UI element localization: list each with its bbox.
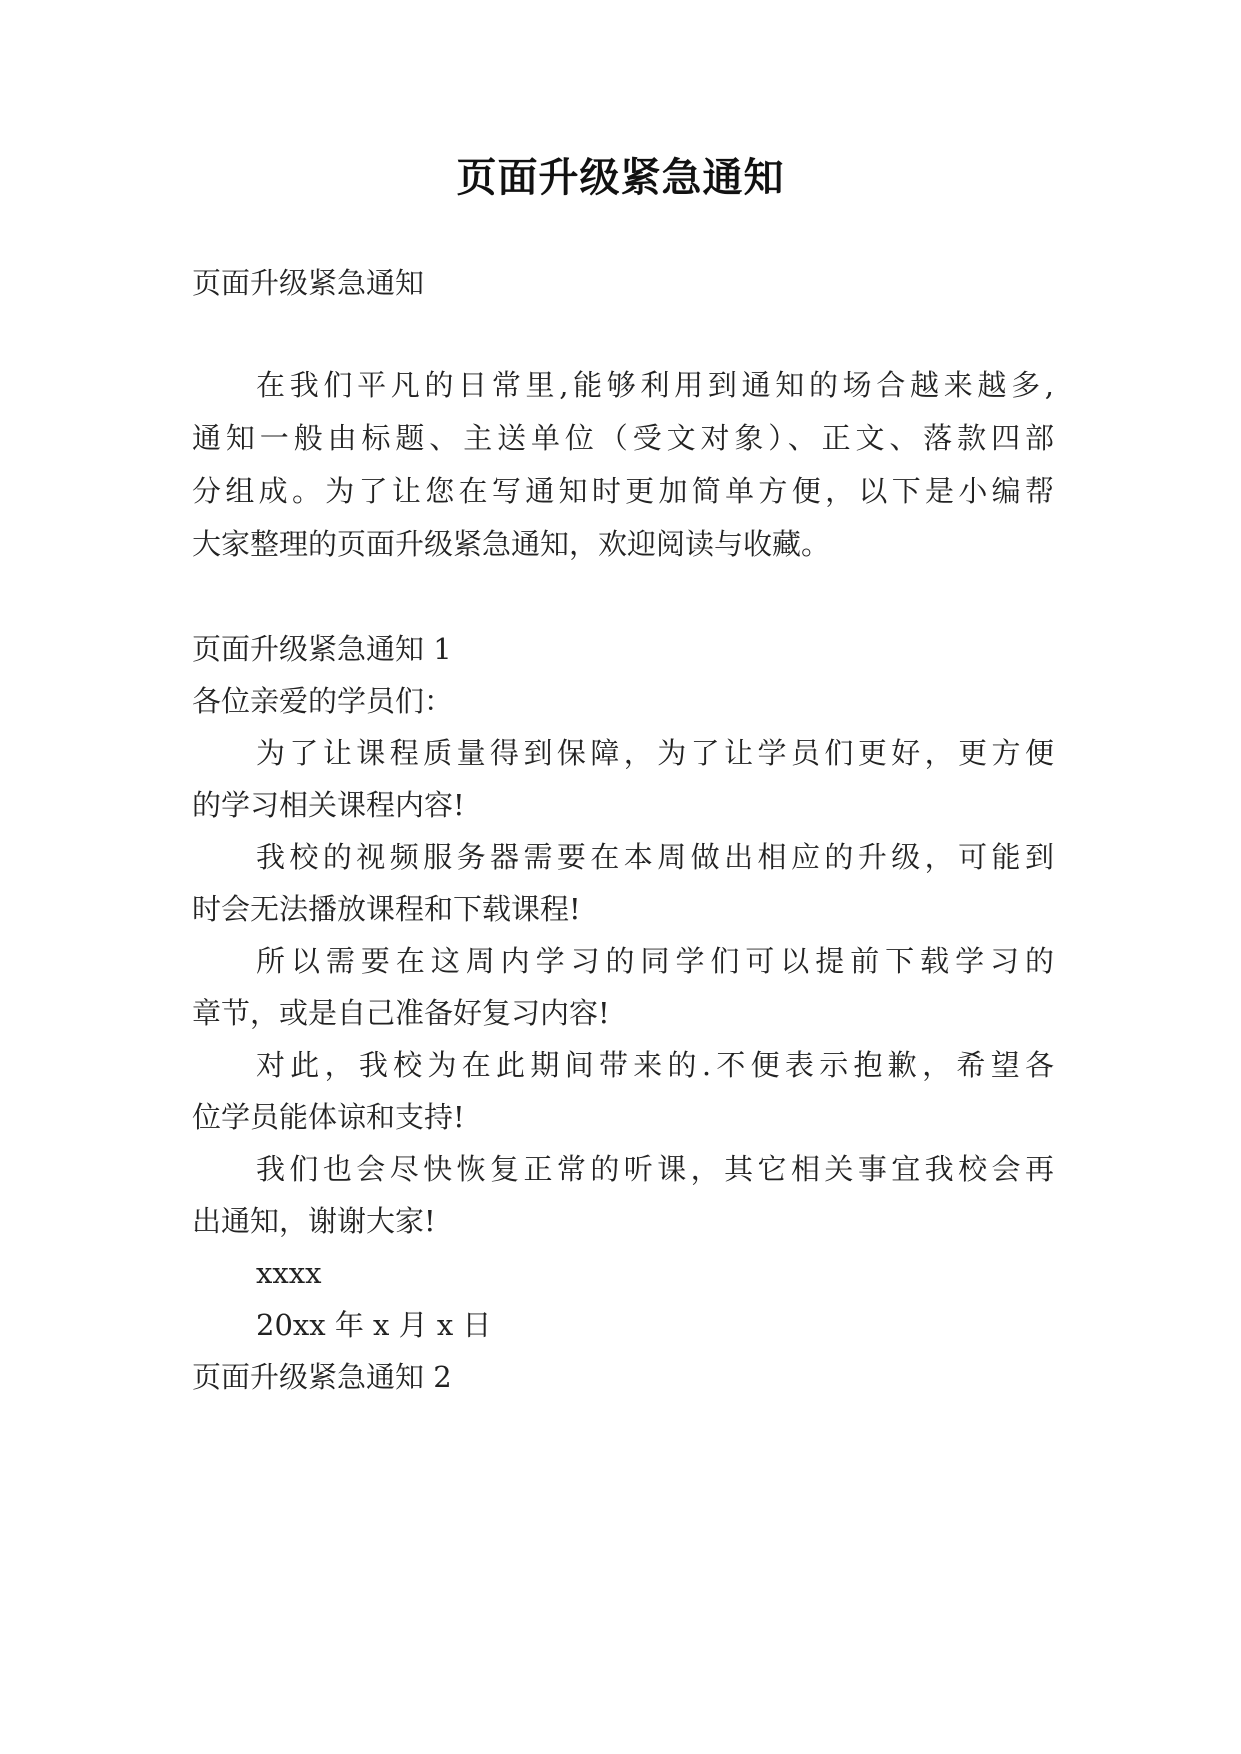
paragraph-4-line-1: 对此，我校为在此期间带来的.不便表示抱歉，希望各 bbox=[256, 1048, 1054, 1082]
document-title: 页面升级紧急通知 bbox=[456, 155, 785, 201]
intro-line-4: 大家整理的页面升级紧急通知，欢迎阅读与收藏。 bbox=[192, 527, 831, 561]
intro-line-1: 在我们平凡的日常里,能够利用到通知的场合越来越多, bbox=[256, 368, 1054, 402]
section-heading-2: 页面升级紧急通知 2 bbox=[192, 1360, 452, 1394]
paragraph-3-line-1: 所以需要在这周内学习的同学们可以提前下载学习的 bbox=[256, 944, 1054, 978]
salutation: 各位亲爱的学员们： bbox=[192, 684, 454, 718]
intro-line-3: 分组成。为了让您在写通知时更加简单方便，以下是小编帮 bbox=[192, 474, 1054, 508]
intro-line-2: 通知一般由标题、主送单位（受文对象）、正文、落款四部 bbox=[192, 421, 1054, 455]
paragraph-2-line-2: 时会无法播放课程和下载课程! bbox=[192, 892, 581, 926]
paragraph-5-line-1: 我们也会尽快恢复正常的听课，其它相关事宜我校会再 bbox=[256, 1152, 1054, 1186]
signature: xxxx bbox=[256, 1256, 322, 1290]
paragraph-1-line-1: 为了让课程质量得到保障，为了让学员们更好，更方便 bbox=[256, 736, 1054, 770]
date: 20xx 年 x 月 x 日 bbox=[256, 1308, 492, 1342]
paragraph-1-line-2: 的学习相关课程内容! bbox=[192, 788, 465, 822]
paragraph-5-line-2: 出通知，谢谢大家! bbox=[192, 1204, 436, 1238]
paragraph-2-line-1: 我校的视频服务器需要在本周做出相应的升级，可能到 bbox=[256, 840, 1054, 874]
paragraph-3-line-2: 章节，或是自己准备好复习内容! bbox=[192, 996, 610, 1030]
paragraph-4-line-2: 位学员能体谅和支持! bbox=[192, 1100, 465, 1134]
document-subtitle: 页面升级紧急通知 bbox=[192, 266, 425, 300]
section-heading-1: 页面升级紧急通知 1 bbox=[192, 632, 452, 666]
